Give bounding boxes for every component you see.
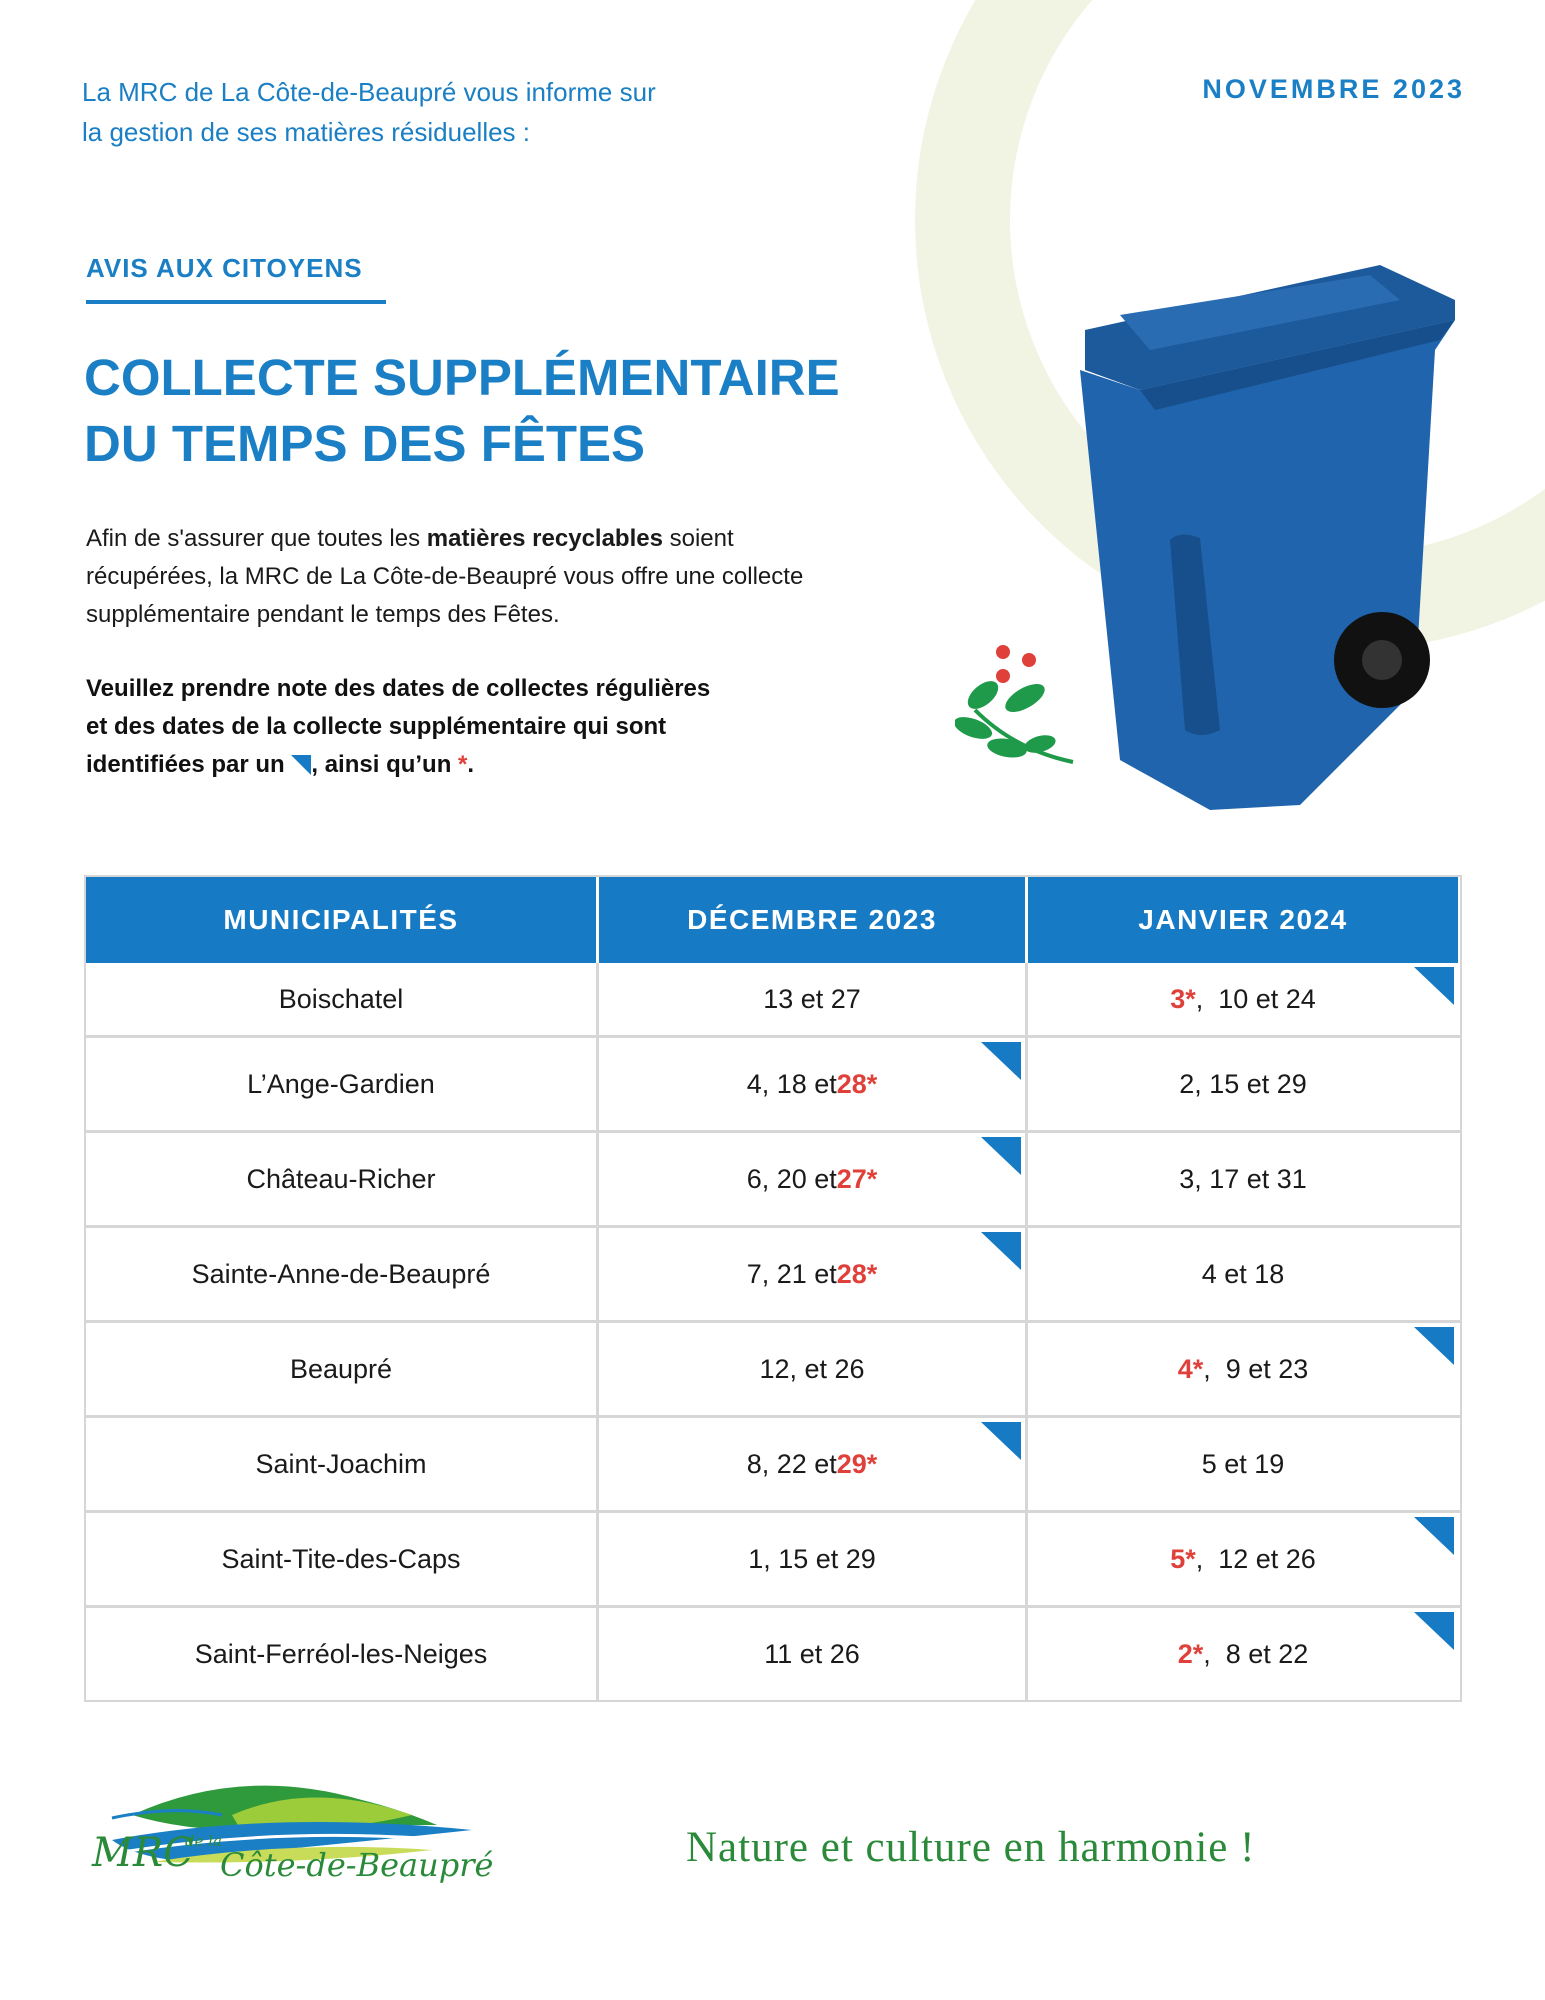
table-row xyxy=(86,1133,1460,1228)
january-dates: 2, 15 et 29 xyxy=(1179,1068,1307,1099)
page-title xyxy=(84,345,884,477)
table-row xyxy=(86,1608,1460,1700)
municipality-cell: Saint-Ferréol-les-Neiges xyxy=(86,1608,599,1700)
december-dates: 1, 15 et 29 xyxy=(748,1543,876,1574)
december-dates: 7, 21 et xyxy=(746,1258,837,1289)
notice-kicker: AVIS AUX CITOYENS xyxy=(86,253,363,283)
header-municipalities: MUNICIPALITÉS xyxy=(86,877,599,963)
january-dates: , 9 et 23 xyxy=(1203,1353,1309,1384)
p2-line-3-start: identifiées par un xyxy=(86,751,292,778)
header-december: DÉCEMBRE 2023 xyxy=(599,877,1028,963)
title-line-2: DU TEMPS DES FÊTES xyxy=(84,415,646,472)
january-dates-cell xyxy=(1028,1513,1458,1605)
december-dates-cell xyxy=(599,1418,1028,1510)
municipality-cell: Saint-Tite-des-Caps xyxy=(86,1513,599,1605)
january-dates-cell xyxy=(1028,1608,1458,1700)
p2-line-1: Veuillez prendre note des dates de collectes régulières xyxy=(86,675,711,702)
december-dates-cell xyxy=(599,1228,1028,1320)
table-row xyxy=(86,1038,1460,1133)
municipality-cell: Boischatel xyxy=(86,963,599,1035)
intro-line-2: la gestion de ses matières résiduelles : xyxy=(82,117,531,147)
january-dates: 5 et 19 xyxy=(1201,1448,1285,1479)
p2-star: * xyxy=(458,751,468,778)
december-dates: 12, et 26 xyxy=(759,1353,865,1384)
january-dates-cell xyxy=(1028,963,1458,1035)
blue-corner-triangle-icon xyxy=(981,1042,1021,1080)
blue-corner-triangle-icon xyxy=(981,1422,1021,1460)
p1-text-end: soient récupérées, la MRC de La Côte-de-Beaupré vous offre une collecte supplémentaire pendant le temps des Fêtes. xyxy=(86,525,804,628)
table-row xyxy=(86,1418,1460,1513)
january-dates: 4 et 18 xyxy=(1201,1258,1285,1289)
december-dates: 13 et 27 xyxy=(763,983,861,1014)
p2-line-3-middle: , ainsi qu’un xyxy=(311,751,459,778)
december-dates-cell xyxy=(599,1323,1028,1415)
table-row xyxy=(86,1228,1460,1323)
january-dates: , 10 et 24 xyxy=(1195,983,1316,1014)
december-dates-cell xyxy=(599,1608,1028,1700)
blue-corner-triangle-icon xyxy=(981,1137,1021,1175)
municipality-cell: L’Ange-Gardien xyxy=(86,1038,599,1130)
kicker-underline xyxy=(86,300,386,304)
january-dates: , 12 et 26 xyxy=(1195,1543,1316,1574)
december-dates: 8, 22 et xyxy=(746,1448,837,1479)
blue-corner-triangle-icon xyxy=(1414,1612,1454,1650)
extra-collection-date: 29* xyxy=(836,1448,878,1479)
january-dates-cell xyxy=(1028,1418,1458,1510)
municipality-cell: Saint-Joachim xyxy=(86,1418,599,1510)
issue-date: NOVEMBRE 2023 xyxy=(1202,74,1465,104)
table-header-row xyxy=(86,877,1460,963)
january-dates: 3, 17 et 31 xyxy=(1179,1163,1307,1194)
january-dates-cell xyxy=(1028,1323,1458,1415)
blue-corner-triangle-icon xyxy=(981,1232,1021,1270)
blue-corner-triangle-icon xyxy=(1414,1517,1454,1555)
december-dates: 4, 18 et xyxy=(746,1068,837,1099)
december-dates-cell xyxy=(599,1513,1028,1605)
january-dates-cell xyxy=(1028,1228,1458,1320)
notice-paragraph xyxy=(86,670,866,784)
collection-schedule-table xyxy=(84,875,1462,1702)
municipality-cell: Sainte-Anne-de-Beaupré xyxy=(86,1228,599,1320)
extra-collection-date: 4* xyxy=(1177,1353,1204,1384)
intro-paragraph xyxy=(86,520,866,634)
extra-collection-date: 28* xyxy=(836,1068,878,1099)
extra-collection-date: 28* xyxy=(836,1258,878,1289)
table-row xyxy=(86,1323,1460,1418)
table-row xyxy=(86,1513,1460,1608)
extra-collection-date: 2* xyxy=(1177,1638,1204,1669)
december-dates: 11 et 26 xyxy=(764,1638,860,1669)
municipality-cell: Château-Richer xyxy=(86,1133,599,1225)
blue-corner-triangle-icon xyxy=(291,755,311,775)
title-line-1: COLLECTE SUPPLÉMENTAIRE xyxy=(84,349,840,406)
header-january: JANVIER 2024 xyxy=(1028,877,1458,963)
blue-recycling-bin-icon xyxy=(1060,260,1460,820)
december-dates: 6, 20 et xyxy=(746,1163,837,1194)
december-dates-cell xyxy=(599,1038,1028,1130)
logo-mrc-text: MRC xyxy=(92,1830,194,1876)
december-dates-cell xyxy=(599,1133,1028,1225)
january-dates-cell xyxy=(1028,1038,1458,1130)
december-dates-cell xyxy=(599,963,1028,1035)
intro-text xyxy=(82,72,782,152)
logo-name-text: Côte-de-Beaupré xyxy=(220,1846,494,1884)
p2-end: . xyxy=(467,751,475,778)
p1-bold: matières recyclables xyxy=(426,525,663,552)
p2-line-2: et des dates de la collecte supplémentaire qui sont xyxy=(86,713,667,740)
january-dates: , 8 et 22 xyxy=(1203,1638,1309,1669)
municipality-cell: Beaupré xyxy=(86,1323,599,1415)
extra-collection-date: 27* xyxy=(836,1163,878,1194)
extra-collection-date: 3* xyxy=(1170,983,1196,1014)
extra-collection-date: 5* xyxy=(1170,1543,1196,1574)
intro-line-1: La MRC de La Côte-de-Beaupré vous informe sur xyxy=(82,77,656,107)
blue-corner-triangle-icon xyxy=(1414,1327,1454,1365)
table-row xyxy=(86,963,1460,1038)
p1-text-start: Afin de s'assurer que toutes les xyxy=(86,525,427,552)
january-dates-cell xyxy=(1028,1133,1458,1225)
logo-dela-text: de la xyxy=(185,1832,222,1850)
blue-corner-triangle-icon xyxy=(1414,967,1454,1005)
slogan: Nature et culture en harmonie ! xyxy=(686,1824,1256,1871)
